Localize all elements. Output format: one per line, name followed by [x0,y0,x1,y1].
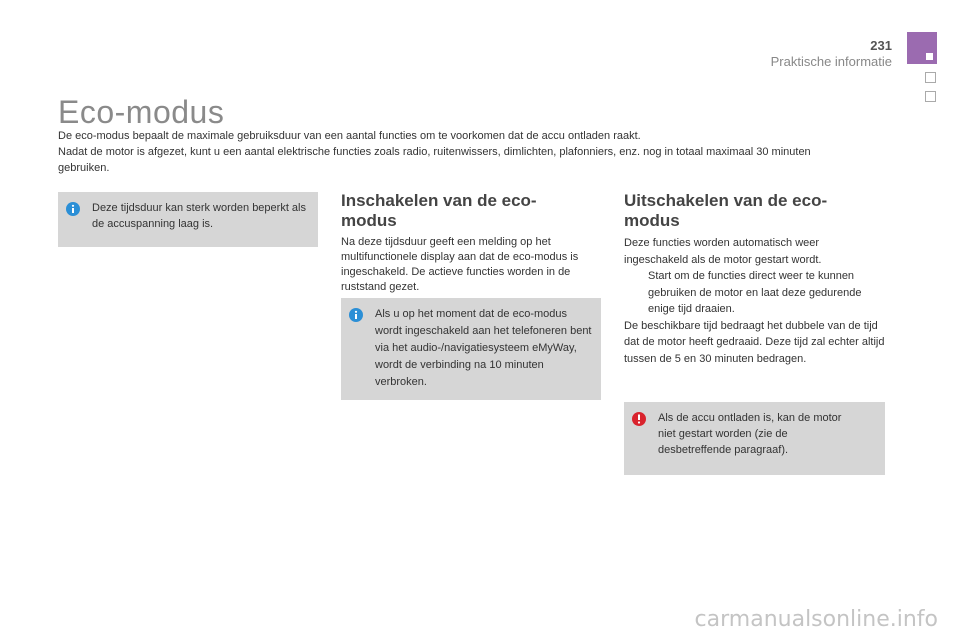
text-uitschakelen [624,235,886,367]
section-tab-3[interactable] [925,91,936,102]
uitschakelen-bullet-text: Start om de functies direct weer te kunnen gebruiken de motor en laat deze gedurende enige tijd draaien. [648,270,862,315]
text-inschakelen: Na deze tijdsduur geeft een melding op het multifunctionele display aan dat de eco-modus is ingeschakeld. De actieve functies worden in de ruststand gezet. [341,236,579,293]
uitschakelen-paragraph-1: Deze functies worden automatisch weer ingeschakeld als de motor gestart wordt. [624,237,822,266]
info-note-middle [341,298,601,400]
uitschakelen-bullet [624,268,886,318]
heading-inschakelen: Inschakelen van de eco-modus [341,191,537,230]
section-tab-2[interactable] [925,72,936,83]
section-name: Praktische informatie [770,54,892,69]
info-icon [349,308,363,322]
info-note-middle-text: Als u op het moment dat de eco-modus wordt ingeschakeld aan het telefoneren bent via het audio-/navigatiesysteem eMyWay, wordt de verbinding na 10 minuten verbroken. [375,308,592,388]
tab-square-icon [926,53,933,60]
page-number: 231 [870,38,892,53]
watermark: carmanualsonline.info [694,607,938,632]
info-note-left-text: Deze tijdsduur kan sterk worden beperkt als de accuspanning laag is. [92,202,306,230]
intro-paragraph-2: Nadat de motor is afgezet, kunt u een aantal elektrische functies zoals radio, ruitenwissers, dimlichten, plafonniers, enz. nog in totaal maximaal 30 minuten gebruiken. [58,146,811,174]
info-icon [66,202,80,216]
uitschakelen-paragraph-2: De beschikbare tijd bedraagt het dubbele van de tijd dat de motor heeft gedraaid. Deze tijd zal echter altijd tussen de 5 en 30 minuten bedragen. [624,319,885,365]
intro-text [58,128,858,176]
heading-uitschakelen: Uitschakelen van de eco-modus [624,191,828,230]
page-title: Eco-modus [58,94,225,130]
warning-icon [632,412,646,426]
info-note-left [58,192,318,247]
section-tab-active[interactable] [907,32,937,64]
intro-paragraph-1: De eco-modus bepaalt de maximale gebruiksduur van een aantal functies om te voorkomen dat de accu ontladen raakt. [58,130,641,142]
warning-note-right-text: Als de accu ontladen is, kan de motor niet gestart worden (zie de desbetreffende paragraaf). [658,412,842,456]
warning-note-right [624,402,885,475]
